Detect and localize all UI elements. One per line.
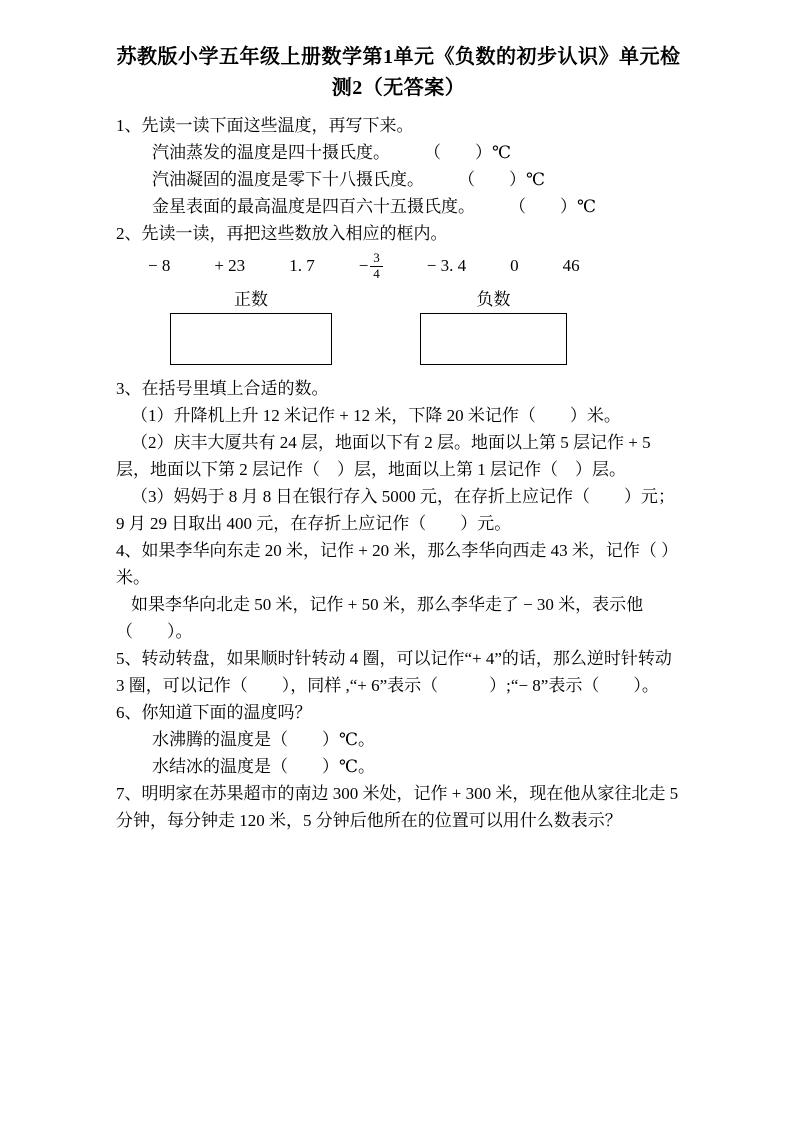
number-zero: 0 [510,256,519,275]
fraction-stack [370,251,383,282]
q5-text: 5、转动转盘，如果顺时针转动 4 圈，可以记作“+ 4”的话，那么逆时针转动 3 圈，可以记作（ ），同样 ,“+ 6”表示（ ）;“− 8”表示（ ）。 [116,649,672,695]
q3-item-bank-deposit: （3）妈妈于 8 月 8 日在银行存入 5000 元，在存折上应记作（ ）元；9 月 29 日取出 400 元，在存折上应记作（ ）元。 [116,487,675,533]
q7-text: 7、明明家在苏果超市的南边 300 米处，记作 + 300 米，现在他从家往北走 5 分钟，每分钟走 120 米，5 分钟后他所在的位置可以用什么数表示？ [116,784,679,830]
positive-numbers-box [170,313,332,365]
q1-prompt: 1、先读一读下面这些温度，再写下来。 [116,116,414,135]
q1-item-gasoline-evaporation: 汽油蒸发的温度是四十摄氏度。 （ ）℃ [152,143,512,162]
number-1-point-7: 1. 7 [289,256,315,275]
q1-item-venus-surface: 金星表面的最高温度是四百六十五摄氏度。 （ ）℃ [152,197,597,216]
negative-numbers-label: 负数 [476,290,511,309]
negative-numbers-box [420,313,567,365]
number-pos-23: + 23 [214,256,246,275]
q4-part2: 如果李华向北走 50 米，记作 + 50 米，那么李华走了 − 30 米，表示他（ ）。 [116,595,644,641]
fraction-numerator: 3 [370,251,383,267]
q2-box-labels [116,287,681,312]
page-title: 苏教版小学五年级上册数学第1单元《负数的初步认识》单元检测2（无答案） [116,46,681,99]
q4-part1: 4、如果李华向东走 20 米，记作 + 20 米，那么李华向西走 43 米，记作（ ）米。 [116,541,679,587]
q3-item-building-floors: （2）庆丰大厦共有 24 层，地面以下有 2 层。地面以上第 5 层记作 + 5 层，地面以下第 2 层记作（ ）层，地面以上第 1 层记作（ ）层。 [116,433,651,479]
q2-prompt: 2、先读一读，再把这些数放入相应的框内。 [116,224,448,243]
q6-item-boiling: 水沸腾的温度是（ ）℃。 [152,730,376,749]
number-neg-8: − 8 [148,256,171,275]
number-neg-3-point-4: − 3. 4 [426,256,467,275]
q2-number-list [116,247,681,285]
number-46: 46 [562,256,580,275]
q1-item-gasoline-freezing: 汽油凝固的温度是零下十八摄氏度。 （ ）℃ [152,170,546,189]
positive-numbers-label: 正数 [234,290,268,309]
fraction-sign: − [358,256,369,275]
q6-item-freezing: 水结冰的温度是（ ）℃。 [152,757,376,776]
q3-prompt: 3、在括号里填上合适的数。 [116,379,329,398]
number-neg-three-quarters [359,251,383,282]
q2-answer-boxes [116,313,681,365]
fraction-denominator: 4 [373,265,380,281]
q3-item-elevator: （1）升降机上升 12 米记作 + 12 米，下降 20 米记作（ ）米。 [131,406,621,425]
q6-prompt: 6、你知道下面的温度吗？ [116,703,312,722]
